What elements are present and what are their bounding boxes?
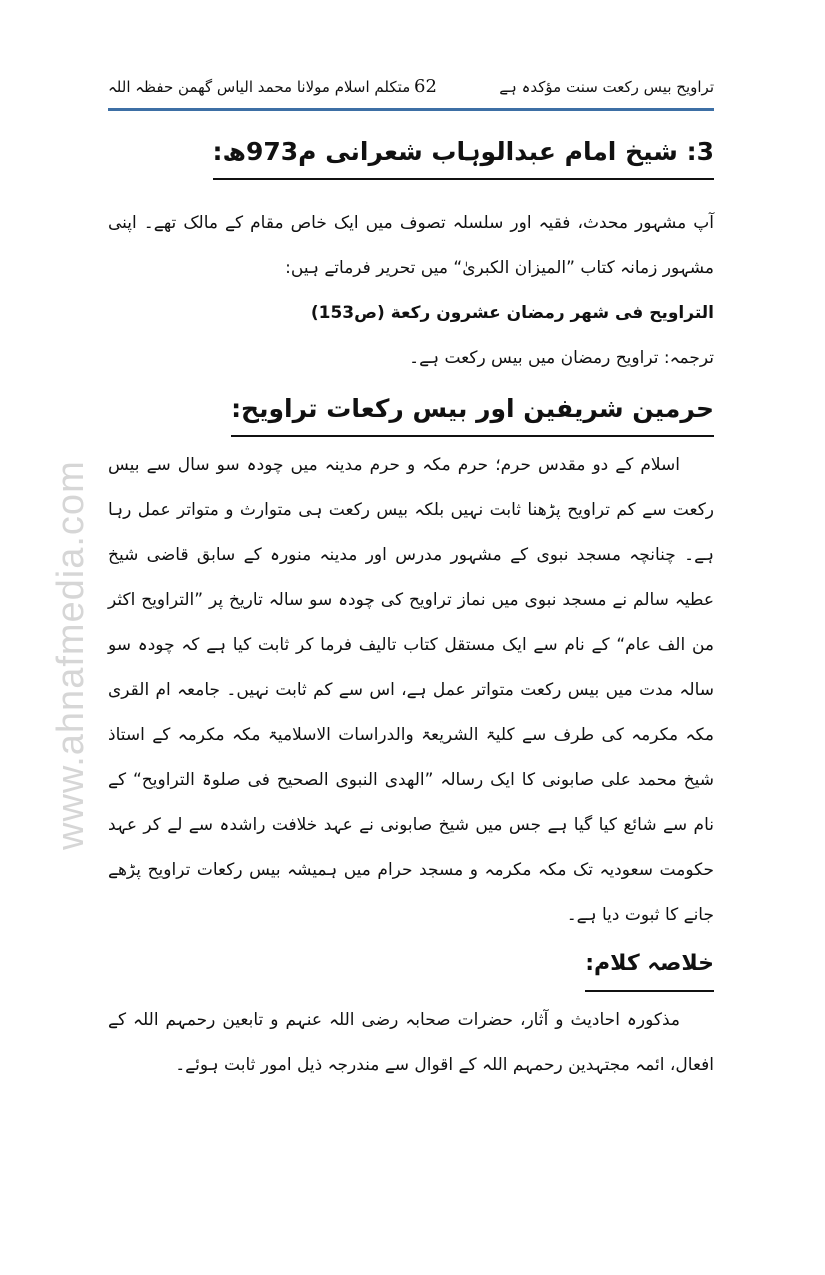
paragraph-summary: مذکورہ احادیث و آثار، حضرات صحابہ رضی اللہ عنہم و تابعین رحمہم اللہ کے افعال، ائمہ مجتہدین رحمہم اللہ کے اقوال سے مندرجہ ذیل امور ثابت ہوئے۔ bbox=[108, 1009, 714, 1075]
header-divider bbox=[108, 108, 714, 111]
arabic-quote: التراویح فی شهر رمضان عشرون رکعة (ص153) bbox=[310, 302, 714, 323]
header-author: متکلم اسلام مولانا محمد الیاس گھمن حفظہ اللہ bbox=[108, 78, 411, 96]
section-heading-summary: خلاصہ کلام: bbox=[585, 942, 714, 992]
watermark-text: www.ahnafmedia.com bbox=[50, 460, 92, 850]
header-book-title: تراویح بیس رکعت سنت مؤکدہ ہے bbox=[499, 78, 714, 96]
page-body bbox=[108, 118, 714, 1088]
paragraph-shaarani: آپ مشہور محدث، فقیہ اور سلسلہ تصوف میں ایک خاص مقام کے مالک تھے۔ اپنی مشہور زمانہ کتاب ”المیزان الکبریٰ“ میں تحریر فرماتے ہیں: bbox=[108, 212, 714, 278]
page-header bbox=[108, 70, 714, 104]
section-heading-haramain: حرمین شریفین اور بیس رکعات تراویح: bbox=[231, 387, 714, 437]
section-heading-shaarani: 3: شیخ امام عبدالوہاب شعرانی م973ھ: bbox=[213, 130, 714, 180]
paragraph-haramain: اسلام کے دو مقدس حرم؛ حرم مکہ و حرم مدینہ میں چودہ سو سال سے بیس رکعت سے کم تراویح پڑھنا ثابت نہیں بلکہ بیس رکعت ہی متوارث و متواتر عمل رہا ہے۔ چنانچہ مسجد نبوی کے مشہور مدرس اور مدینہ منورہ کے سابق قاضی شیخ عطیہ سالم نے مسجد نبوی میں نماز تراویح کی چودہ سو سالہ تاریخ پر ”التراویح اکثر من الف عام“ کے نام سے ایک مستقل کتاب تالیف فرما کر ثابت کیا ہے کہ چودہ سو سالہ مدت میں بیس رکعت متواتر عمل ہے، اس سے کم ثابت نہیں۔ جامعہ ام القری مکہ مکرمہ کی طرف سے کلیۃ الشریعۃ والدراسات الاسلامیۃ مکہ مکرمہ کے استاذ شیخ محمد علی صابونی کا ایک رسالہ ”الھدی النبوی الصحیح فی صلوۃ التراویح“ کے نام سے شائع کیا گیا ہے جس میں شیخ صابونی نے عہد خلافت راشدہ سے لے کر عہد حکومت سعودیہ تک مکہ مکرمہ و مسجد حرام میں ہمیشہ بیس رکعات تراویح پڑھے جانے کا ثبوت دیا ہے۔ bbox=[108, 454, 714, 925]
page-number: 62 bbox=[414, 76, 437, 97]
translation-text: ترجمہ: تراویح رمضان میں بیس رکعت ہے۔ bbox=[409, 347, 714, 368]
